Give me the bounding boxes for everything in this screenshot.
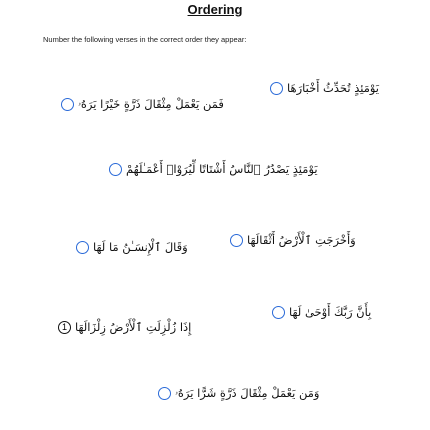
instructions-text: Number the following verses in the correct order they appear: xyxy=(43,35,247,44)
verse-item xyxy=(76,237,188,257)
verse-text: فَمَن يَعْمَلْ مِثْقَالَ ذَرَّةٍ خَيْرًا يَرَهُۥ xyxy=(78,96,224,111)
verse-text: وَمَن يَعْمَلْ مِثْقَالَ ذَرَّةٍ شَرًّا يَرَهُۥ xyxy=(175,385,320,400)
verse-text: يَوْمَئِذٍ تُحَدِّثُ أَخْبَارَهَا xyxy=(287,81,380,95)
verse-text: إِذَا زُلْزِلَتِ ٱلْأَرْضُ زِلْزَالَهَا xyxy=(75,320,192,334)
verse-item xyxy=(272,302,371,322)
verse-text: وَقَالَ ٱلْإِنسَـٰنُ مَا لَهَا xyxy=(93,240,188,254)
verse-text: يَوْمَئِذٍ يَصْدُرُ ٱلنَّاسُ أَشْتَاتًا لِّيُرَوْا۟ أَعْمَـٰلَهُمْ xyxy=(126,162,318,176)
order-number-circle[interactable] xyxy=(270,82,283,95)
order-number-circle[interactable] xyxy=(76,241,89,254)
verse-item xyxy=(58,317,191,337)
order-number-circle[interactable] xyxy=(109,163,122,176)
verse-item xyxy=(230,230,356,250)
verse-item xyxy=(158,383,319,403)
order-number-circle[interactable] xyxy=(272,306,285,319)
verse-item xyxy=(270,78,379,98)
order-number-circle[interactable] xyxy=(158,387,171,400)
page-title: Ordering xyxy=(187,2,243,17)
verse-text: وَأَخْرَجَتِ ٱلْأَرْضُ أَثْقَالَهَا xyxy=(247,233,356,247)
order-number-circle[interactable] xyxy=(61,98,74,111)
order-number-circle[interactable]: 1 xyxy=(58,321,71,334)
verse-item xyxy=(61,94,224,114)
verse-text: بِأَنَّ رَبَّكَ أَوْحَىٰ لَهَا xyxy=(289,305,372,319)
order-number-circle[interactable] xyxy=(230,234,243,247)
verse-item xyxy=(109,159,318,179)
